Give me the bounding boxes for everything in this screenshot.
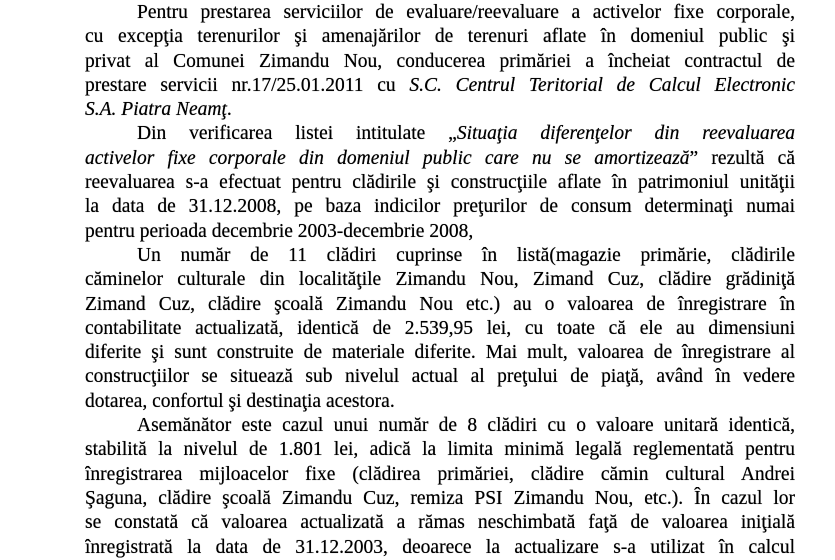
text-segment: contabilitate actualizată, identică de 2.539,95 lei, cu toate că ele au dimensiuni (85, 317, 795, 339)
text-segment: Zimand Cuz, clădire şcoală Zimandu Nou etc.) au o valoarea de înregistrare în (85, 293, 795, 315)
paragraph (85, 414, 795, 560)
text-line (85, 293, 795, 317)
text-line (85, 268, 795, 292)
text-line (85, 50, 795, 74)
text-segment: pentru perioada decembrie 2003-decembrie 2008, (85, 220, 474, 242)
text-segment: prestare servicii nr.17/25.01.2011 cu (85, 74, 410, 96)
text-segment: Asemănător este cazul unui număr de 8 clădiri cu o valoare unitară identică, (137, 415, 795, 437)
text-line (85, 511, 795, 535)
text-line (85, 244, 795, 268)
text-segment: construcţiilor se situează sub nivelul actual al preţului de piaţă, având în vedere (85, 366, 795, 388)
text-line (85, 463, 795, 487)
paragraph (85, 244, 795, 414)
text-segment: înregistrarea mijloacelor fixe (clădirea primăriei, clădire cămin cultural Andrei (85, 463, 795, 485)
text-segment: stabilită la nivelul de 1.801 lei, adică la limita minimă legală reglementată pentru (85, 439, 795, 461)
text-line (85, 317, 795, 341)
italic-text-segment: S.C. Centrul Teritorial de Calcul Electronic (409, 74, 795, 96)
text-line (85, 74, 795, 98)
text-segment: Din verificarea listei intitulate „ (137, 123, 457, 145)
text-segment: . (226, 99, 232, 121)
paragraph (85, 122, 795, 243)
text-segment: căminelor culturale din localităţile Zimandu Nou, Zimand Cuz, clădire grădiniţă (85, 269, 795, 291)
text-line (85, 438, 795, 462)
text-segment: înregistrată la data de 31.12.2003, deoarece la actualizare s-a utilizat în calcul (85, 536, 795, 558)
text-segment: privat al Comunei Zimandu Nou, conducerea primăriei a încheiat contractul de (85, 50, 795, 72)
text-segment: cu excepţia terenurilor şi amenajărilor de terenuri aflate în domeniul public şi (85, 26, 795, 48)
text-line (85, 147, 795, 171)
text-segment: dotarea, confortul şi destinaţia acestora. (85, 390, 395, 412)
italic-text-segment: S.A. Piatra Neamţ (85, 99, 227, 121)
text-line (85, 195, 795, 219)
text-line (85, 171, 795, 195)
text-line (85, 1, 795, 25)
italic-text-segment: activelor fixe corporale din domeniul public care nu se amortizează (85, 147, 690, 169)
italic-text-segment: Situaţia diferenţelor din reevaluarea (456, 123, 795, 145)
text-segment: Un număr de 11 clădiri cuprinse în listă(magazie primărie, clădirile (137, 244, 795, 266)
text-segment: reevaluarea s-a efectuat pentru clădirile şi construcţiile aflate în patrimoniul unităţii (85, 172, 795, 194)
text-segment: Pentru prestarea serviciilor de evaluare/reevaluare a activelor fixe corporale, (137, 2, 795, 23)
paragraph (85, 1, 795, 122)
text-segment: ” rezultă că (689, 147, 795, 169)
text-line (85, 98, 795, 122)
text-line (85, 122, 795, 146)
text-segment: diferite şi sunt construite de materiale diferite. Mai mult, valoarea de înregistrare al (85, 342, 795, 364)
text-line (85, 365, 795, 389)
text-line (85, 487, 795, 511)
text-line (85, 536, 795, 560)
text-segment: se constată că valoarea actualizată a rămas neschimbată faţă de valoarea iniţială (85, 512, 795, 534)
text-segment: la data de 31.12.2008, pe baza indicilor preţurilor de consum determinaţi numai (85, 196, 795, 218)
text-line (85, 220, 795, 244)
text-line (85, 25, 795, 49)
text-segment: Şaguna, clădire şcoală Zimandu Cuz, remiza PSI Zimandu Nou, etc.). În cazul lor (85, 487, 795, 509)
text-line (85, 390, 795, 414)
text-line (85, 341, 795, 365)
text-line (85, 414, 795, 438)
